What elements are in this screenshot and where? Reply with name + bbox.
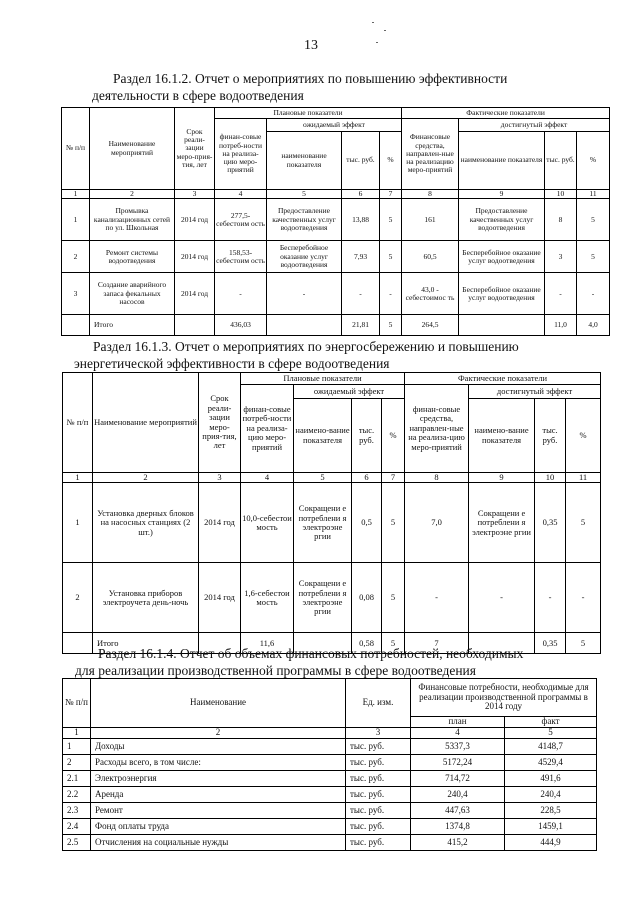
hdr-thous2: тыс. руб. [545, 132, 577, 190]
cell-ths: 13,88 [342, 199, 380, 241]
cell-pct: - [380, 273, 402, 315]
hdr-num: № п/п [62, 108, 90, 190]
table-row [63, 835, 597, 851]
colnum: 5 [294, 473, 352, 483]
colnum: 5 [267, 190, 342, 199]
cell-apct: - [577, 273, 610, 315]
table-row [63, 755, 597, 771]
cell-ffin: 43,0 - себестоимос ть [402, 273, 459, 315]
cell-num: 1 [63, 483, 93, 563]
colnum: 6 [342, 190, 380, 199]
cell-fin: - [215, 273, 267, 315]
section3-table [62, 678, 597, 851]
cell-term: 2014 год [175, 241, 215, 273]
colnum: 10 [535, 473, 566, 483]
colnum: 1 [63, 473, 93, 483]
page-number: 13 [304, 38, 318, 53]
total-apct: 4,0 [577, 315, 610, 336]
cell-num: 2 [63, 755, 91, 771]
cell-unit: тыс. руб. [346, 787, 411, 803]
total-fin: 11,6 [241, 633, 294, 654]
cell-apct: 5 [577, 199, 610, 241]
hdr-needs: Финансовые потребности, необходимые для реализации производственной программы в 2014 году [411, 679, 597, 717]
cell-plan: 714,72 [411, 771, 505, 787]
cell-fin: 277,5-себестоим ость [215, 199, 267, 241]
cell-unit: тыс. руб. [346, 771, 411, 787]
total-ths: 0,58 [352, 633, 382, 654]
hdr-num: № п/п [63, 373, 93, 473]
hdr-fact: Фактические показатели [402, 108, 610, 119]
hdr-ach-name: наименование показателя [459, 132, 545, 190]
cell-unit: тыс. руб. [346, 739, 411, 755]
cell-num: 2 [62, 241, 90, 273]
cell-eff: Предоставление качественных услуг водоотведения [267, 199, 342, 241]
hdr-ach-name: наимено-вание показателя [469, 399, 535, 473]
section2-heading: Раздел 16.1.3. Отчет о мероприятиях по энергосбережению и повышению [93, 339, 519, 354]
cell-ffin: - [405, 563, 469, 633]
total-aths: 0,35 [535, 633, 566, 654]
cell-aths: 3 [545, 241, 577, 273]
cell-fact: 228,5 [505, 803, 597, 819]
total-apct: 5 [566, 633, 601, 654]
hdr-fact: факт [505, 717, 597, 728]
hdr-thous: тыс. руб. [352, 399, 382, 473]
cell-eff: Сокращени е потреблени я электроэне ргии [294, 563, 352, 633]
hdr-plan: Плановые показатели [241, 373, 405, 385]
colnum: 10 [545, 190, 577, 199]
cell-term: 2014 год [175, 273, 215, 315]
cell-plan: 447,63 [411, 803, 505, 819]
section2-heading-line2: энергетической эффективности в сфере водоотведения [74, 356, 390, 371]
cell-aeff: Сокращени е потреблени я электроэне ргии [469, 483, 535, 563]
cell-aeff: Предоставление качественных услуг водоотведения [459, 199, 545, 241]
total-row [62, 315, 610, 336]
cell-ths: 0,08 [352, 563, 382, 633]
colnum: 2 [90, 190, 175, 199]
table-row [63, 803, 597, 819]
cell-aeff: Бесперебойное оказание услуг водоотведения [459, 273, 545, 315]
cell-fact: 4529,4 [505, 755, 597, 771]
hdr-thous: тыс. руб. [342, 132, 380, 190]
hdr-pct2: % [577, 132, 610, 190]
cell-fact: 4148,7 [505, 739, 597, 755]
table-row [63, 819, 597, 835]
cell-apct: - [566, 563, 601, 633]
total-ffin: 7 [405, 633, 469, 654]
colnum: 1 [62, 190, 90, 199]
hdr-expected: ожидаемый эффект [267, 119, 402, 132]
hdr-name: Наименование [91, 679, 346, 728]
cell-name: Аренда [91, 787, 346, 803]
total-label: Итого [93, 633, 199, 654]
scan-speck [372, 22, 374, 23]
cell-num: 3 [62, 273, 90, 315]
cell-ths: 7,93 [342, 241, 380, 273]
hdr-achieved: достигнутый эффект [469, 385, 601, 399]
cell-num: 2.5 [63, 835, 91, 851]
hdr-fact-fin: финан-совые средства, направлен-ные на реализа-цию меро-приятий [405, 385, 469, 473]
cell-num: 2.2 [63, 787, 91, 803]
scan-speck [376, 42, 378, 43]
hdr-thous2: тыс. руб. [535, 399, 566, 473]
cell-num: 2.4 [63, 819, 91, 835]
hdr-expected: ожидаемый эффект [294, 385, 405, 399]
table-row [63, 771, 597, 787]
cell-pct: 5 [382, 563, 405, 633]
total-ffin: 264,5 [402, 315, 459, 336]
section1-heading-line2: деятельности в сфере водоотведения [92, 88, 304, 103]
cell-pct: 5 [382, 483, 405, 563]
hdr-name: Наименование мероприятий [90, 108, 175, 190]
section3-heading-line2: для реализации производственной программы в сфере водоотведения [75, 663, 476, 678]
total-ths: 21,81 [342, 315, 380, 336]
total-pct: 5 [382, 633, 405, 654]
cell-pct: 5 [380, 199, 402, 241]
cell-name: Установка дверных блоков на насосных станциях (2 шт.) [93, 483, 199, 563]
cell-name: Отчисления на социальные нужды [91, 835, 346, 851]
cell-eff: Бесперебойное оказание услуг водоотведения [267, 241, 342, 273]
cell-aths: - [545, 273, 577, 315]
cell-name: Фонд оплаты труда [91, 819, 346, 835]
cell-plan: 240,4 [411, 787, 505, 803]
cell-name: Электроэнергия [91, 771, 346, 787]
cell-name: Ремонт [91, 803, 346, 819]
cell-name: Расходы всего, в том числе: [91, 755, 346, 771]
total-fin: 436,03 [215, 315, 267, 336]
cell-fact: 1459,1 [505, 819, 597, 835]
colnum: 8 [402, 190, 459, 199]
cell-fin: 1,6-себестои мость [241, 563, 294, 633]
hdr-achieved: достигнутый эффект [459, 119, 610, 132]
colnum: 11 [566, 473, 601, 483]
colnum: 4 [411, 728, 505, 739]
cell-apct: 5 [566, 483, 601, 563]
total-pct: 5 [380, 315, 402, 336]
cell-plan: 1374,8 [411, 819, 505, 835]
hdr-pct: % [382, 399, 405, 473]
table-row [62, 241, 610, 273]
colnum: 11 [577, 190, 610, 199]
colnum: 1 [63, 728, 91, 739]
cell-aths: - [535, 563, 566, 633]
hdr-plan-fin: финан-совые потреб-ности на реализа-цию меро-приятий [241, 385, 294, 473]
cell-aeff: Бесперебойное оказание услуг водоотведения [459, 241, 545, 273]
colnum: 5 [505, 728, 597, 739]
cell-name: Установка приборов электроучета день-ночь [93, 563, 199, 633]
cell-term: 2014 год [175, 199, 215, 241]
colnum: 7 [380, 190, 402, 199]
cell-aths: 8 [545, 199, 577, 241]
total-aths: 11,0 [545, 315, 577, 336]
hdr-plan: Плановые показатели [215, 108, 402, 119]
cell-unit: тыс. руб. [346, 835, 411, 851]
colnum: 2 [91, 728, 346, 739]
section3-heading: Раздел 16.1.4. Отчет об объемах финансовых потребностей, необходимых [98, 646, 524, 661]
cell-num: 2.1 [63, 771, 91, 787]
scan-speck [384, 30, 386, 31]
cell-eff: Сокращени е потреблени я электроэне ргии [294, 483, 352, 563]
cell-name: Создание аварийного запаса фекальных насосов [90, 273, 175, 315]
cell-num: 1 [62, 199, 90, 241]
cell-term: 2014 год [199, 563, 241, 633]
cell-fin: 158,53-себестоим ость [215, 241, 267, 273]
cell-ffin: 60,5 [402, 241, 459, 273]
colnum: 9 [469, 473, 535, 483]
cell-unit: тыс. руб. [346, 819, 411, 835]
cell-ths: - [342, 273, 380, 315]
table-row [62, 273, 610, 315]
cell-apct: 5 [577, 241, 610, 273]
cell-fact: 444,9 [505, 835, 597, 851]
table-row [63, 483, 601, 563]
colnum: 2 [93, 473, 199, 483]
colnum: 3 [199, 473, 241, 483]
cell-name: Ремонт системы водоотведения [90, 241, 175, 273]
cell-plan: 5172,24 [411, 755, 505, 771]
hdr-plan-fin: финан-совые потреб-ности на реализа-цию меро-приятий [215, 119, 267, 190]
table-row [63, 739, 597, 755]
colnum: 3 [175, 190, 215, 199]
cell-unit: тыс. руб. [346, 803, 411, 819]
table-row [63, 787, 597, 803]
colnum: 8 [405, 473, 469, 483]
section1-heading: Раздел 16.1.2. Отчет о мероприятиях по повышению эффективности [113, 71, 508, 86]
cell-ffin: 7,0 [405, 483, 469, 563]
hdr-term: Срок реали-зации меро-прия-тия, лет [199, 373, 241, 473]
cell-ffin: 161 [402, 199, 459, 241]
cell-name: Промывка канализационных сетей по ул. Школьная [90, 199, 175, 241]
hdr-fact-fin: Финансовые средства, направлен-ные на реализацию меро-приятий [402, 119, 459, 190]
cell-aths: 0,35 [535, 483, 566, 563]
section2-table [62, 372, 601, 654]
cell-name: Доходы [91, 739, 346, 755]
cell-pct: 5 [380, 241, 402, 273]
cell-term: 2014 год [199, 483, 241, 563]
hdr-pct: % [380, 132, 402, 190]
hdr-num: № п/п [63, 679, 91, 728]
cell-fin: 10,0-себестои мость [241, 483, 294, 563]
colnum: 9 [459, 190, 545, 199]
hdr-unit: Ед. изм. [346, 679, 411, 728]
cell-plan: 5337,3 [411, 739, 505, 755]
cell-eff: - [267, 273, 342, 315]
hdr-plan: план [411, 717, 505, 728]
cell-num: 1 [63, 739, 91, 755]
section1-table [61, 107, 610, 336]
hdr-term: Срок реали-зации меро-прия-тия, лет [175, 108, 215, 190]
cell-ths: 0,5 [352, 483, 382, 563]
total-label: Итого [90, 315, 175, 336]
colnum: 4 [215, 190, 267, 199]
cell-num: 2 [63, 563, 93, 633]
hdr-fact: Фактические показатели [405, 373, 601, 385]
hdr-eff-name: наименование показателя [267, 132, 342, 190]
colnum: 6 [352, 473, 382, 483]
hdr-name: Наименование мероприятий [93, 373, 199, 473]
cell-unit: тыс. руб. [346, 755, 411, 771]
colnum: 7 [382, 473, 405, 483]
cell-aeff: - [469, 563, 535, 633]
colnum: 4 [241, 473, 294, 483]
cell-fact: 491,6 [505, 771, 597, 787]
table-row [62, 199, 610, 241]
hdr-eff-name: наимено-вание показателя [294, 399, 352, 473]
colnum: 3 [346, 728, 411, 739]
cell-fact: 240,4 [505, 787, 597, 803]
hdr-pct2: % [566, 399, 601, 473]
table-row [63, 563, 601, 633]
cell-plan: 415,2 [411, 835, 505, 851]
cell-num: 2.3 [63, 803, 91, 819]
